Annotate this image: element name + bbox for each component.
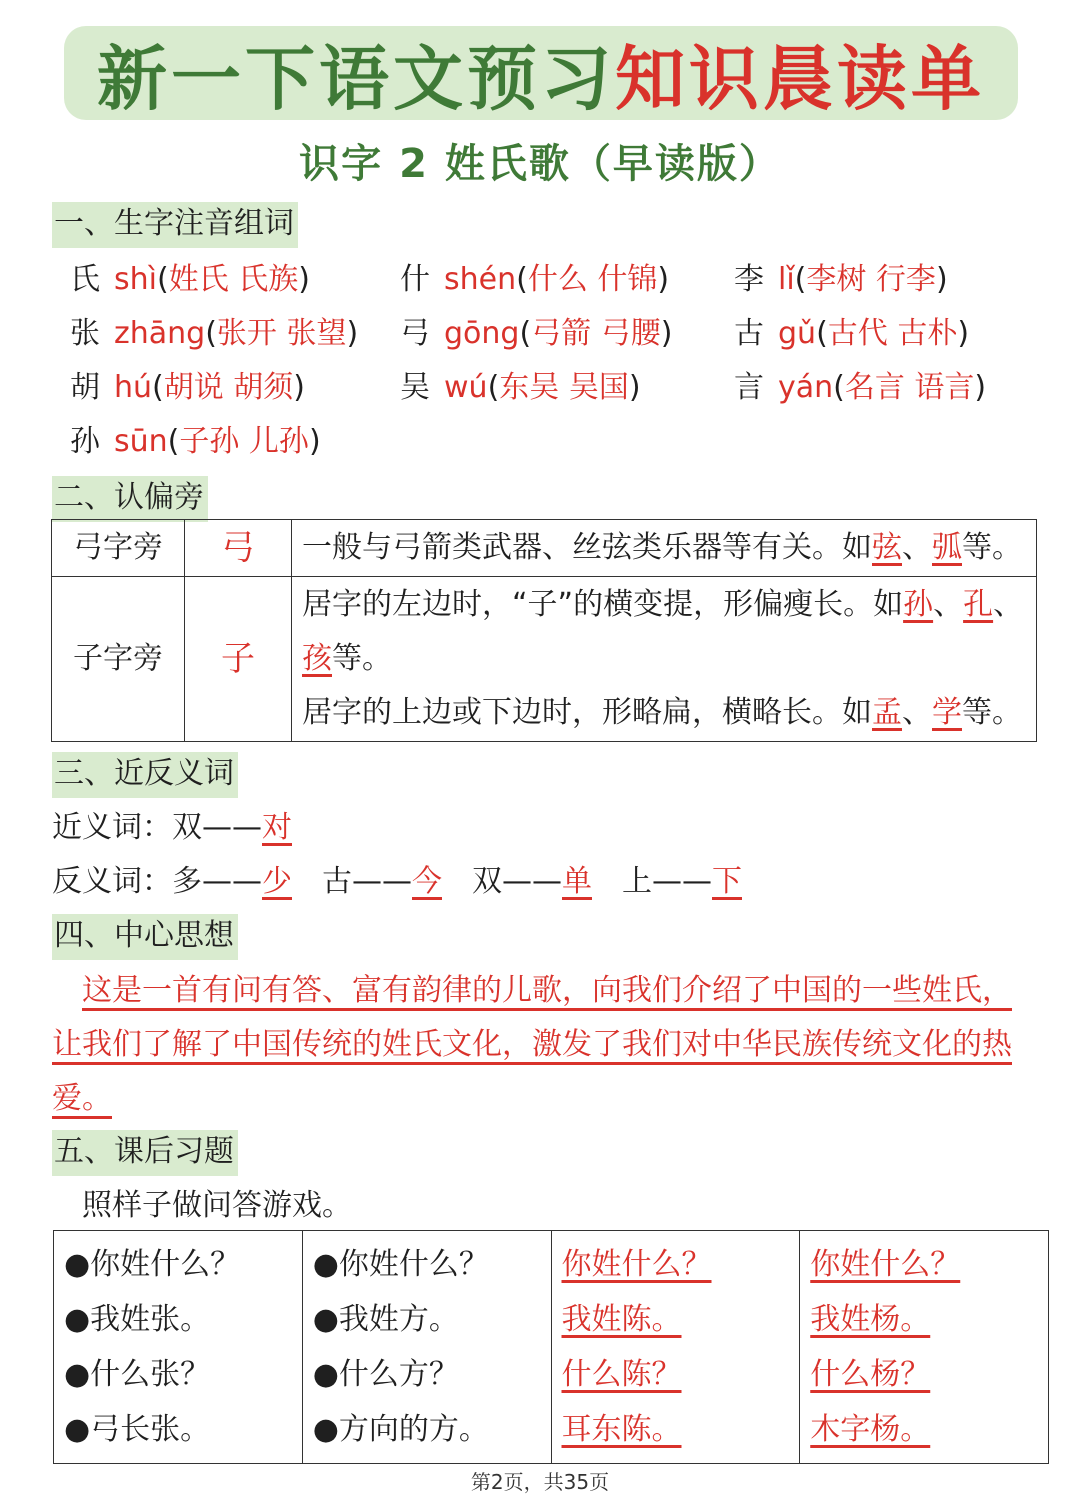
pinyin: lǐ: [778, 262, 795, 297]
radical-table: [51, 519, 1037, 742]
character: 什: [400, 262, 430, 297]
character: 李: [734, 262, 764, 297]
radical-description: 一般与弓箭类武器、丝弦类乐器等有关。如弦、弧等。: [292, 520, 1037, 577]
qa-answer-line: 耳东陈。: [561, 1412, 682, 1447]
word-group: 李树 行李: [806, 262, 936, 297]
radical-glyph-zi: 子: [185, 577, 292, 742]
antonym-answer: 今: [412, 864, 442, 899]
radical-row: [52, 520, 1037, 577]
qa-column: [800, 1231, 1049, 1464]
qa-example-line: ●什么张？: [64, 1357, 211, 1392]
qa-example-line: ●弓长张。: [64, 1412, 211, 1447]
qa-column: [54, 1231, 303, 1464]
qa-example-line: ●我姓张。: [64, 1302, 211, 1337]
title-part2: 知识晨读单: [615, 36, 985, 120]
word-group: 名言 语言: [844, 370, 975, 405]
pinyin: shén: [444, 262, 517, 297]
example-char: 弦: [872, 530, 902, 565]
section-heading-2: 二、认偏旁: [52, 476, 208, 522]
character-entry: 氏 shì(姓氏 氏族): [70, 262, 310, 297]
word-group: 什么 什锦: [527, 262, 658, 297]
antonym-answer: 少: [262, 864, 292, 899]
pinyin: gōng: [444, 316, 520, 351]
qa-example-line: ●你姓什么？: [312, 1247, 489, 1282]
character-entry: 胡 hú(胡说 胡须): [70, 370, 306, 405]
character: 张: [70, 316, 100, 351]
qa-example-line: ●我姓方。: [312, 1302, 459, 1337]
character: 胡: [70, 370, 100, 405]
example-char: 弧: [932, 530, 962, 565]
qa-answer-line: 你姓什么？: [561, 1247, 712, 1282]
qa-answer-line: 你姓什么？: [810, 1247, 961, 1282]
word-group: 子孙 儿孙: [179, 424, 309, 459]
example-char: 孔: [963, 587, 994, 622]
synonyms-row: 近义词：双——对: [52, 810, 292, 845]
qa-example-line: ●你姓什么？: [64, 1247, 241, 1282]
exercise-instruction: 照样子做问答游戏。: [82, 1188, 352, 1223]
word-group: 胡说 胡须: [163, 370, 294, 405]
character: 吴: [400, 370, 430, 405]
pinyin: hú: [114, 370, 153, 405]
qa-column: [302, 1231, 551, 1464]
pinyin: zhāng: [114, 316, 206, 351]
pinyin: sūn: [114, 424, 168, 459]
pinyin: wú: [444, 370, 488, 405]
character-entry: 什 shén(什么 什锦): [400, 262, 670, 297]
character-entry: 弓 gōng(弓箭 弓腰): [400, 316, 673, 351]
section-heading-1: 一、生字注音组词: [52, 202, 298, 248]
character-entry: 张 zhāng(张开 张望): [70, 316, 359, 351]
word-group: 东吴 吴国: [499, 370, 629, 405]
word-group: 古代 古朴: [827, 316, 958, 351]
pinyin: shì: [114, 262, 157, 297]
qa-example-line: ●方向的方。: [312, 1412, 489, 1447]
antonym-answer: 单: [562, 864, 592, 899]
character: 言: [734, 370, 764, 405]
character: 孙: [70, 424, 100, 459]
qa-example-line: ●什么方？: [312, 1357, 459, 1392]
qa-table: [53, 1230, 1049, 1464]
qa-row: [54, 1231, 1049, 1464]
example-char: 学: [932, 695, 962, 730]
qa-column: [551, 1231, 800, 1464]
subtitle: 识字 2 姓氏歌（早读版）: [299, 141, 781, 187]
character: 古: [734, 316, 764, 351]
qa-answer-line: 什么陈？: [561, 1357, 682, 1392]
radical-glyph-gong: 弓: [185, 520, 292, 577]
character-entry: 李 lǐ(李树 行李): [734, 262, 948, 297]
qa-answer-line: 什么杨？: [810, 1357, 931, 1392]
example-char: 孩: [302, 641, 332, 676]
character-entry: 古 gǔ(古代 古朴): [734, 316, 970, 351]
character-entry: 言 yán(名言 语言): [734, 370, 987, 405]
radical-description: 居字的左边时，“子”的横变提，形偏瘦长。如孙、孔、 孩等。 居字的上边或下边时，形略扁，横略长。如孟、学等。: [292, 577, 1037, 742]
section-heading-4: 四、中心思想: [52, 914, 238, 960]
section-heading-3: 三、近反义词: [52, 752, 238, 798]
character-entry: 孙 sūn(子孙 儿孙): [70, 424, 321, 459]
word-group: 姓氏 氏族: [168, 262, 299, 297]
section-heading-5: 五、课后习题: [52, 1130, 238, 1176]
pinyin: yán: [778, 370, 834, 405]
character: 弓: [400, 316, 430, 351]
qa-answer-line: 木字杨。: [810, 1412, 931, 1447]
character-entry: 吴 wú(东吴 吴国): [400, 370, 641, 405]
qa-answer-line: 我姓杨。: [810, 1302, 931, 1337]
title-banner: [64, 26, 1018, 120]
antonym-answer: 下: [712, 864, 742, 899]
central-idea-text: 这是一首有问有答、富有韵律的儿歌，向我们介绍了中国的一些姓氏， 让我们了解了中国传统的姓氏文化，激发了我们对中华民族传统文化的热 爱。: [52, 973, 1012, 1116]
qa-answer-line: 我姓陈。: [561, 1302, 682, 1337]
radical-row: [52, 577, 1037, 742]
antonyms-row: 反义词：多——少 古——今 双——单 上——下: [52, 864, 742, 899]
example-char: 孟: [872, 695, 902, 730]
example-char: 孙: [903, 587, 934, 622]
word-group: 张开 张望: [216, 316, 347, 351]
character: 氏: [70, 262, 100, 297]
radical-name: 子字旁: [52, 577, 185, 742]
word-group: 弓箭 弓腰: [531, 316, 661, 351]
synonym-answer: 对: [262, 810, 292, 845]
page-footer: 第2页，共35页: [470, 1470, 610, 1494]
pinyin: gǔ: [778, 316, 817, 351]
title-part1: 新一下语文预习: [97, 36, 615, 120]
radical-name: 弓字旁: [52, 520, 185, 577]
